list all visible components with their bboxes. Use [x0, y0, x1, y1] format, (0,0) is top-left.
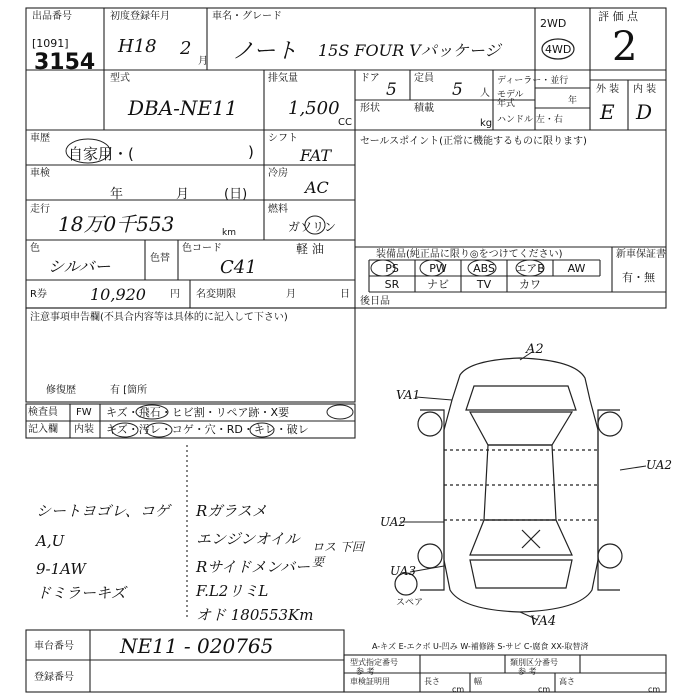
equipment-aw: AW: [567, 262, 586, 275]
equipment-abs: ABS: [473, 262, 495, 275]
color-code-label: 色コード: [182, 243, 222, 254]
hw-note-left-4: ドミラーキズ: [36, 584, 126, 602]
hw-note-right-3: Rサイドメンバー: [196, 558, 311, 576]
first-registration-month-unit: 月: [198, 56, 208, 67]
mark-ua2-right: UA2: [646, 458, 673, 472]
displacement-label: 排気量: [268, 73, 298, 84]
lot-number: 3154: [34, 50, 96, 75]
history-close-paren: ): [248, 143, 254, 161]
drive-4wd-label: 4WD: [545, 43, 572, 56]
recycle-label: R券: [30, 289, 47, 300]
equipment-label: 装備品(純正品に限り◎をつけてください): [376, 249, 563, 260]
recycle-value: 10,920: [90, 285, 146, 304]
damage-legend: A-キズ E-エクボ U-凹み W-補修跡 S-サビ C-腐食 XX-取替済: [372, 642, 589, 651]
interior-check-label: 内装: [74, 424, 94, 435]
equipment-tv: TV: [476, 278, 492, 291]
hw-note-aside: ロス 下回要: [312, 540, 364, 569]
inspection-month: 月: [176, 187, 190, 202]
model-name: ノート: [232, 39, 298, 64]
model-grade-label: 車名・グレード: [212, 11, 282, 22]
model-year-unit: 年: [568, 96, 578, 106]
cert-label: 車検証明用: [350, 677, 390, 686]
displacement-value: 1,500: [288, 98, 340, 119]
mark-ua2-left: UA2: [380, 515, 407, 529]
hw-note-right-4: F.L2リミL: [196, 582, 269, 600]
color-change-label: 色替: [150, 253, 170, 264]
displacement-unit: CC: [338, 117, 352, 128]
capacity-unit: 人: [480, 88, 490, 99]
length-unit: cm: [452, 685, 465, 694]
fuel-diesel: 軽 油: [296, 242, 324, 256]
hw-note-left-3: 9-1AW: [36, 560, 86, 578]
exterior-label: 外 装: [596, 84, 620, 95]
hw-note-left-2: A,U: [36, 532, 65, 550]
hw-note-right-1: Rガラスメ: [196, 502, 267, 520]
model-year-label: モデル年式: [497, 90, 524, 109]
chassis-value: NE11 - 020765: [120, 634, 274, 658]
inspection-day: (日): [224, 187, 248, 202]
shift-label: シフト: [268, 133, 298, 144]
first-registration-month: 2: [180, 38, 192, 59]
height-label: 高さ: [559, 677, 575, 686]
doors-label: ドア: [360, 73, 380, 84]
shift-value: FAT: [300, 146, 332, 165]
first-registration-label: 初度登録年月: [110, 11, 170, 22]
inspector-label: 検査員: [28, 407, 58, 418]
load-unit: kg: [480, 118, 493, 129]
dealer-label: ディーラー・並行: [497, 76, 569, 86]
lot-code: [1091]: [32, 37, 69, 50]
warranty-value: 有・無: [622, 271, 655, 284]
ac-label: 冷房: [268, 168, 288, 179]
shape-label: 形状: [360, 103, 380, 114]
name-change-label: 名変期限: [196, 289, 236, 300]
ac-value: AC: [305, 178, 329, 197]
mark-ua3: UA3: [390, 564, 417, 578]
height-unit: cm: [648, 685, 661, 694]
rear-items-label: 後日品: [360, 296, 390, 307]
type-spec-label: 型式指定番号: [350, 658, 398, 667]
capacity-value: 5: [452, 80, 463, 100]
handle-label: ハンドル 左・右: [497, 115, 563, 125]
hw-note-right-5: オド 180553Km: [196, 606, 314, 624]
history-label: 車歴: [30, 133, 50, 144]
type-spec-ref: 参 考: [356, 667, 375, 676]
inspection-year: 年: [110, 187, 124, 202]
class-ref: 参 考: [518, 667, 537, 676]
inspection-label: 車検: [30, 168, 50, 179]
exterior-grade: E: [600, 100, 615, 124]
interior-check-items: キズ・汚レ・コゲ・穴・RD・キレ・破レ: [106, 423, 309, 436]
equipment-airbag: エアB: [515, 262, 545, 275]
width-unit: cm: [538, 685, 551, 694]
history-value: 自家用・(: [68, 145, 134, 163]
mark-va1: VA1: [396, 388, 421, 402]
lot-number-label: 出品番号: [32, 11, 72, 22]
interior-label: 内 装: [633, 84, 657, 95]
score: 2: [612, 24, 638, 70]
hw-note-right-2: エンジンオイル: [196, 530, 300, 548]
car-diagram: [395, 358, 622, 612]
equipment-pw: PW: [429, 262, 447, 275]
fw-label: FW: [76, 407, 92, 418]
mark-va4: VA4: [530, 614, 557, 629]
interior-grade: D: [636, 100, 653, 124]
spare-label: スペア: [396, 598, 424, 608]
color-label: 色: [30, 243, 40, 254]
name-change-day: 日: [340, 289, 350, 300]
fuel-gasoline: ガソリン: [288, 220, 337, 234]
capacity-label: 定員: [414, 73, 434, 84]
grade: 15S FOUR Vパッケージ: [318, 41, 501, 60]
mileage-value: 18万0千553: [58, 212, 175, 236]
mark-a2: A2: [526, 342, 544, 357]
sales-point-label: セールスポイント(正常に機能するものに限ります): [360, 136, 587, 147]
recycle-unit: 円: [170, 289, 180, 300]
registration-label: 登録番号: [34, 672, 74, 683]
mileage-label: 走行: [30, 204, 50, 215]
first-registration-era: H18: [118, 36, 157, 57]
drive-2wd-label: 2WD: [540, 17, 567, 30]
equipment-leather: カワ: [519, 278, 541, 291]
mileage-unit: km: [222, 228, 236, 238]
fw-items: キズ・飛石・ヒビ割・リペア跡・X要: [106, 406, 290, 419]
equipment-navi: ナビ: [427, 278, 449, 291]
fuel-label: 燃料: [268, 204, 288, 215]
name-change-month: 月: [286, 289, 296, 300]
type-label: 型式: [110, 73, 130, 84]
width-label: 幅: [474, 677, 482, 686]
chassis-label: 車台番号: [34, 641, 74, 652]
color-value: シルバー: [48, 257, 111, 276]
type-value: DBA-NE11: [128, 96, 238, 120]
warranty-label: 新車保証書: [616, 249, 666, 260]
inspector-entry-label: 記入欄: [28, 424, 58, 435]
color-code-value: C41: [220, 257, 257, 278]
repair-history-label: 修復歴: [46, 385, 76, 396]
length-label: 長さ: [424, 677, 440, 686]
score-label: 評 価 点: [598, 10, 638, 23]
notes-label: 注意事項申告欄(不具合内容等は具体的に記入して下さい): [30, 312, 288, 323]
equipment-ps: PS: [385, 262, 399, 275]
load-label: 積載: [414, 103, 434, 114]
doors-value: 5: [386, 80, 397, 100]
equipment-sr: SR: [384, 278, 400, 291]
hw-note-left-1: シートヨゴレ、コゲ: [36, 502, 170, 520]
repair-history-value: 有 [箇所: [110, 385, 148, 396]
class-label: 類別区分番号: [510, 658, 558, 667]
